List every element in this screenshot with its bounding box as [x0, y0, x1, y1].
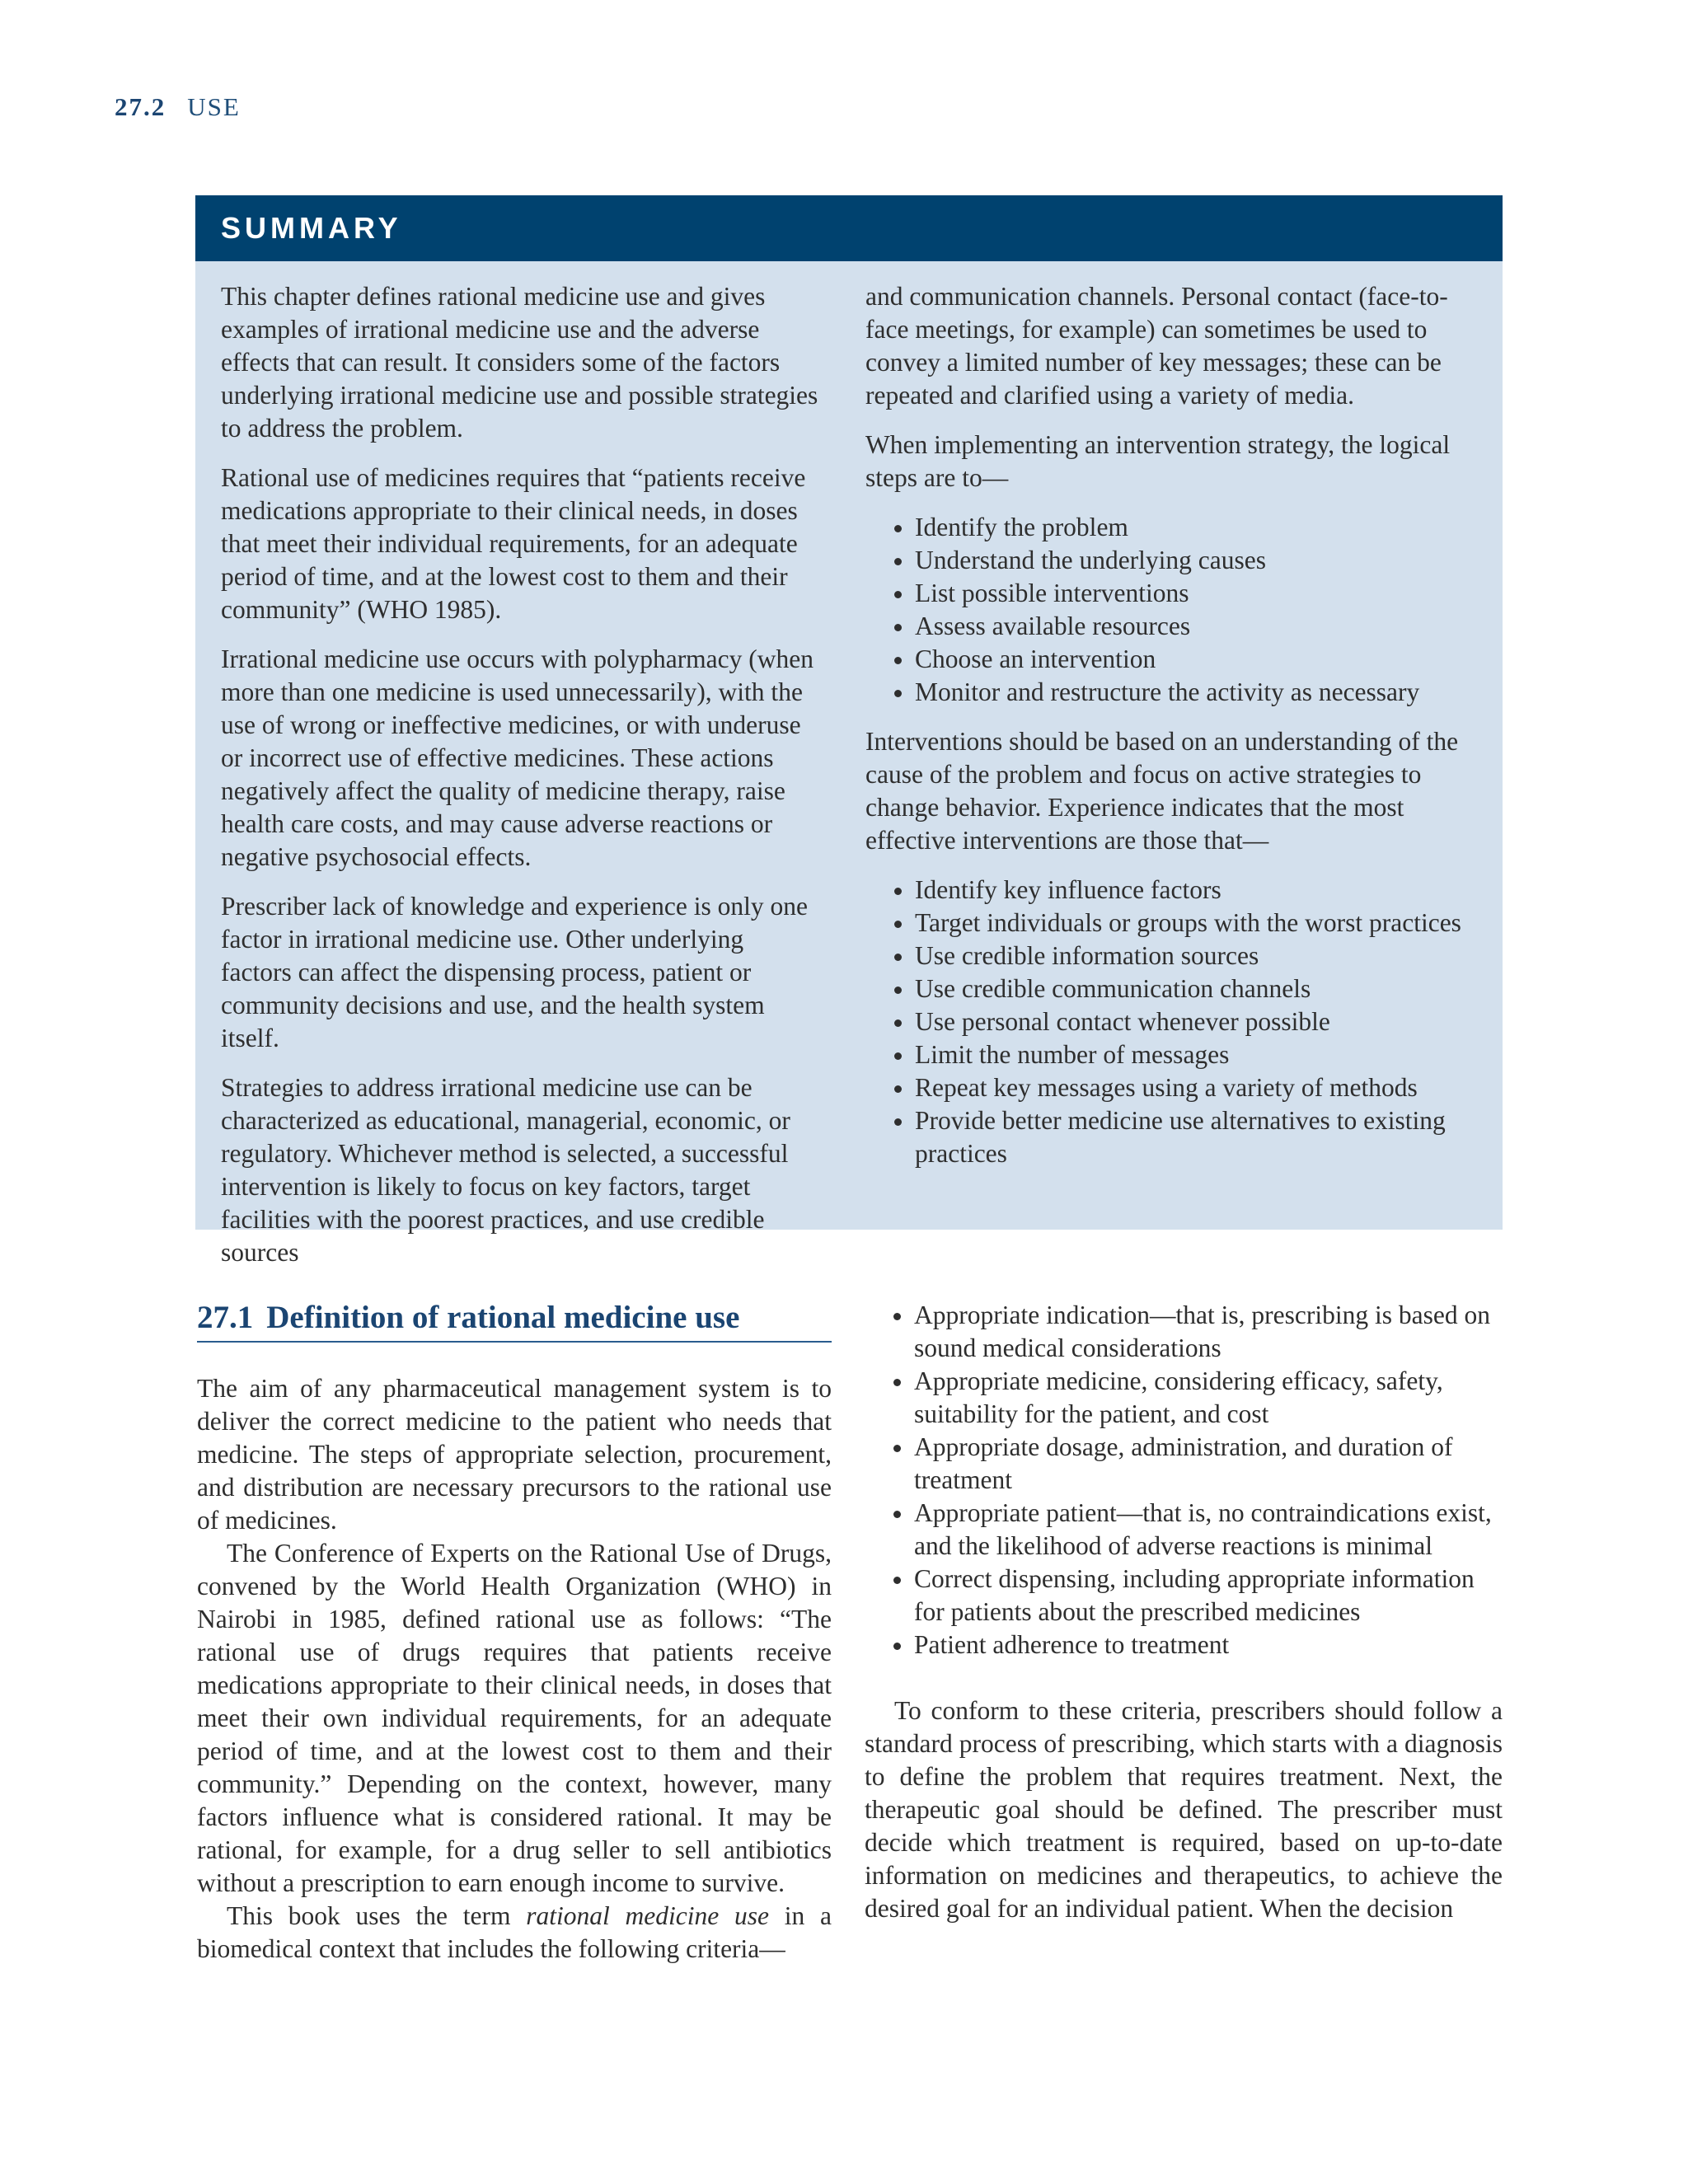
- section-title: Definition of rational medicine use: [266, 1300, 740, 1335]
- summary-paragraph: Prescriber lack of knowledge and experience is only one factor in irrational medicine use. Other underlying factors can affect the dispensing process, patient or community decisions and use, and the health system itself.: [221, 892, 808, 1052]
- list-item: • Target individuals or groups with the worst practices: [915, 907, 1484, 940]
- summary-paragraph: Strategies to address irrational medicine use can be characterized as educational, managerial, economic, or regulatory. Whichever method is selected, a successful intervention is likely to focus on key factors, target facilities with the poorest practices, and use credible sources: [221, 1073, 790, 1267]
- list-item: • Use personal contact whenever possible: [915, 1005, 1484, 1038]
- intervention-steps-list: [865, 511, 1484, 709]
- list-item: • Patient adherence to treatment: [914, 1629, 1503, 1661]
- list-item: • Correct dispensing, including appropriate information for patients about the prescribed medicines: [914, 1563, 1503, 1629]
- body-paragraph: To conform to these criteria, prescribers should follow a standard process of prescribing, which starts with a diagnosis to define the problem that requires treatment. Next, the therapeutic goal should be defined. The prescriber must decide which treatment is required, based on up-to-date information on medicines and therapeutics, to achieve the desired goal for an individual patient. When the decision: [865, 1696, 1503, 1923]
- summary-heading: SUMMARY: [195, 195, 1503, 261]
- page-section-title: USE: [187, 92, 241, 121]
- summary-paragraph: and communication channels. Personal contact (face-to-face meetings, for example) can sometimes be used to convey a limited number of key messages; these can be repeated and clarified using a variety of media.: [865, 282, 1448, 410]
- summary-box: [195, 195, 1503, 1267]
- text-run: in a biomedical context that includes the following criteria—: [197, 1901, 832, 1963]
- list-item: • Appropriate indication—that is, prescribing is based on sound medical considerations: [914, 1299, 1503, 1365]
- list-item: • Choose an intervention: [915, 643, 1484, 676]
- summary-paragraph: Irrational medicine use occurs with polypharmacy (when more than one medicine is used unnecessarily), with the use of wrong or ineffective medicines, or with underuse or incorrect use of effective medicines. These actions negatively affect the quality of medicine therapy, raise health care costs, and may cause adverse reactions or negative psychosocial effects.: [221, 644, 814, 871]
- list-item: • Understand the underlying causes: [915, 544, 1484, 577]
- list-item: • Monitor and restructure the activity as necessary: [915, 676, 1484, 709]
- list-item: • Provide better medicine use alternatives to existing practices: [915, 1104, 1484, 1170]
- summary-paragraph: This chapter defines rational medicine use and gives examples of irrational medicine use and the adverse effects that can result. It considers some of the factors underlying irrational medicine use and possible strategies to address the problem.: [221, 282, 818, 443]
- running-head: [115, 92, 241, 122]
- list-item: • Identify the problem: [915, 511, 1484, 544]
- italic-term: rational medicine use: [526, 1901, 769, 1930]
- body-paragraph: The aim of any pharmaceutical management system is to deliver the correct medicine to the patient who needs that medicine. The steps of appropriate selection, procurement, and distribution are necessary precursors to the rational use of medicines.: [197, 1374, 832, 1535]
- list-item: • Appropriate dosage, administration, and duration of treatment: [914, 1431, 1503, 1497]
- body-paragraph: [197, 1900, 832, 1966]
- summary-left-column: [221, 280, 818, 1286]
- summary-right-column: [865, 280, 1484, 1187]
- effective-interventions-list: [865, 874, 1484, 1170]
- criteria-list: [865, 1299, 1503, 1661]
- list-item: • Assess available resources: [915, 610, 1484, 643]
- summary-paragraph: Interventions should be based on an understanding of the cause of the problem and focus on active strategies to change behavior. Experience indicates that the most effective interventions are those that—: [865, 727, 1459, 855]
- list-item: • Repeat key messages using a variety of methods: [915, 1071, 1484, 1104]
- list-item: • Appropriate medicine, considering efficacy, safety, suitability for the patient, and cost: [914, 1365, 1503, 1431]
- section-heading: [197, 1299, 832, 1343]
- list-item: • Use credible communication channels: [915, 972, 1484, 1005]
- section-number: 27.1: [197, 1300, 254, 1335]
- summary-paragraph: When implementing an intervention strategy, the logical steps are to—: [865, 430, 1451, 492]
- list-item: • Appropriate patient—that is, no contraindications exist, and the likelihood of adverse reactions is minimal: [914, 1497, 1503, 1563]
- text-run: This book uses the term: [227, 1901, 527, 1930]
- list-item: • Limit the number of messages: [915, 1038, 1484, 1071]
- list-item: • Use credible information sources: [915, 940, 1484, 972]
- summary-paragraph: Rational use of medicines requires that “patients receive medications appropriate to their clinical needs, in doses that meet their individual requirements, for an adequate period of time, and at the lowest cost to them and their community” (WHO 1985).: [221, 463, 806, 624]
- body-paragraph: The Conference of Experts on the Rational Use of Drugs, convened by the World Health Organization (WHO) in Nairobi in 1985, defined rational use as follows: “The rational use of drugs requires that patients receive medications appropriate to their clinical needs, in doses that meet their own individual requirements, for an adequate period of time, and at the lowest cost to them and their community.” Depending on the context, however, many factors influence what is considered rational. It may be rational, for example, for a drug seller to sell antibiotics without a prescription to earn enough income to survive.: [197, 1539, 832, 1897]
- body-left-column: [197, 1299, 832, 1966]
- page-section-number: 27.2: [115, 92, 166, 121]
- list-item: • List possible interventions: [915, 577, 1484, 610]
- body-right-column: [865, 1299, 1503, 1925]
- list-item: • Identify key influence factors: [915, 874, 1484, 907]
